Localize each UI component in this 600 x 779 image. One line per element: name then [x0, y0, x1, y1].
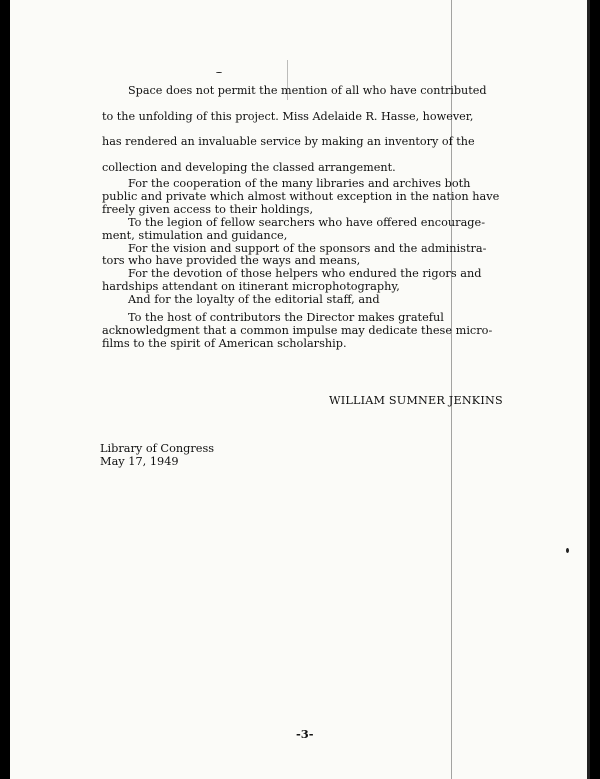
paragraph-line: acknowledgment that a common impulse may dedicate these micro-: [102, 323, 493, 337]
paragraph-line: To the host of contributors the Director makes grateful: [128, 311, 444, 324]
signature: WILLIAM SUMNER JENKINS: [329, 394, 503, 407]
paragraph-line: to the unfolding of this project. Miss Adelaide R. Hasse, however,: [102, 109, 474, 123]
paragraph-line: public and private which almost without exception in the nation have: [102, 189, 500, 203]
paragraph-line: To the legion of fellow searchers who have offered encourage-: [128, 215, 486, 229]
scan-edge: [587, 0, 590, 779]
paragraph-line: tors who have provided the ways and means,: [102, 254, 361, 268]
paragraph-line: For the devotion of those helpers who endured the rigors and: [128, 267, 482, 281]
paragraph-line: freely given access to their holdings,: [102, 202, 314, 216]
scan-speck: [216, 72, 222, 73]
institution: Library of Congress: [100, 442, 215, 455]
paragraph-line: For the cooperation of the many libraries and archives both: [128, 177, 471, 190]
paragraph-line: hardships attendant on itinerant microphotography,: [102, 280, 400, 294]
paragraph-line: films to the spirit of American scholarship.: [102, 336, 347, 350]
document-page: [10, 0, 590, 779]
page-number: -3-: [296, 727, 314, 741]
date: May 17, 1949: [100, 455, 179, 468]
location-block: [100, 442, 214, 468]
paragraph-line: ment, stimulation and guidance,: [102, 228, 288, 242]
paragraph-line: collection and developing the classed arrangement.: [102, 160, 396, 174]
paragraph-contributors: [102, 78, 487, 180]
paragraph-dedications: [102, 178, 499, 307]
paragraph-acknowledgment: [102, 312, 492, 351]
paragraph-line: And for the loyalty of the editorial staff, and: [128, 293, 380, 307]
paragraph-line: Space does not permit the mention of all who have contributed: [128, 84, 487, 97]
scan-speck: [566, 548, 569, 553]
paragraph-line: has rendered an invaluable service by making an inventory of the: [102, 135, 475, 148]
paragraph-line: For the vision and support of the sponsors and the administra-: [128, 241, 487, 255]
